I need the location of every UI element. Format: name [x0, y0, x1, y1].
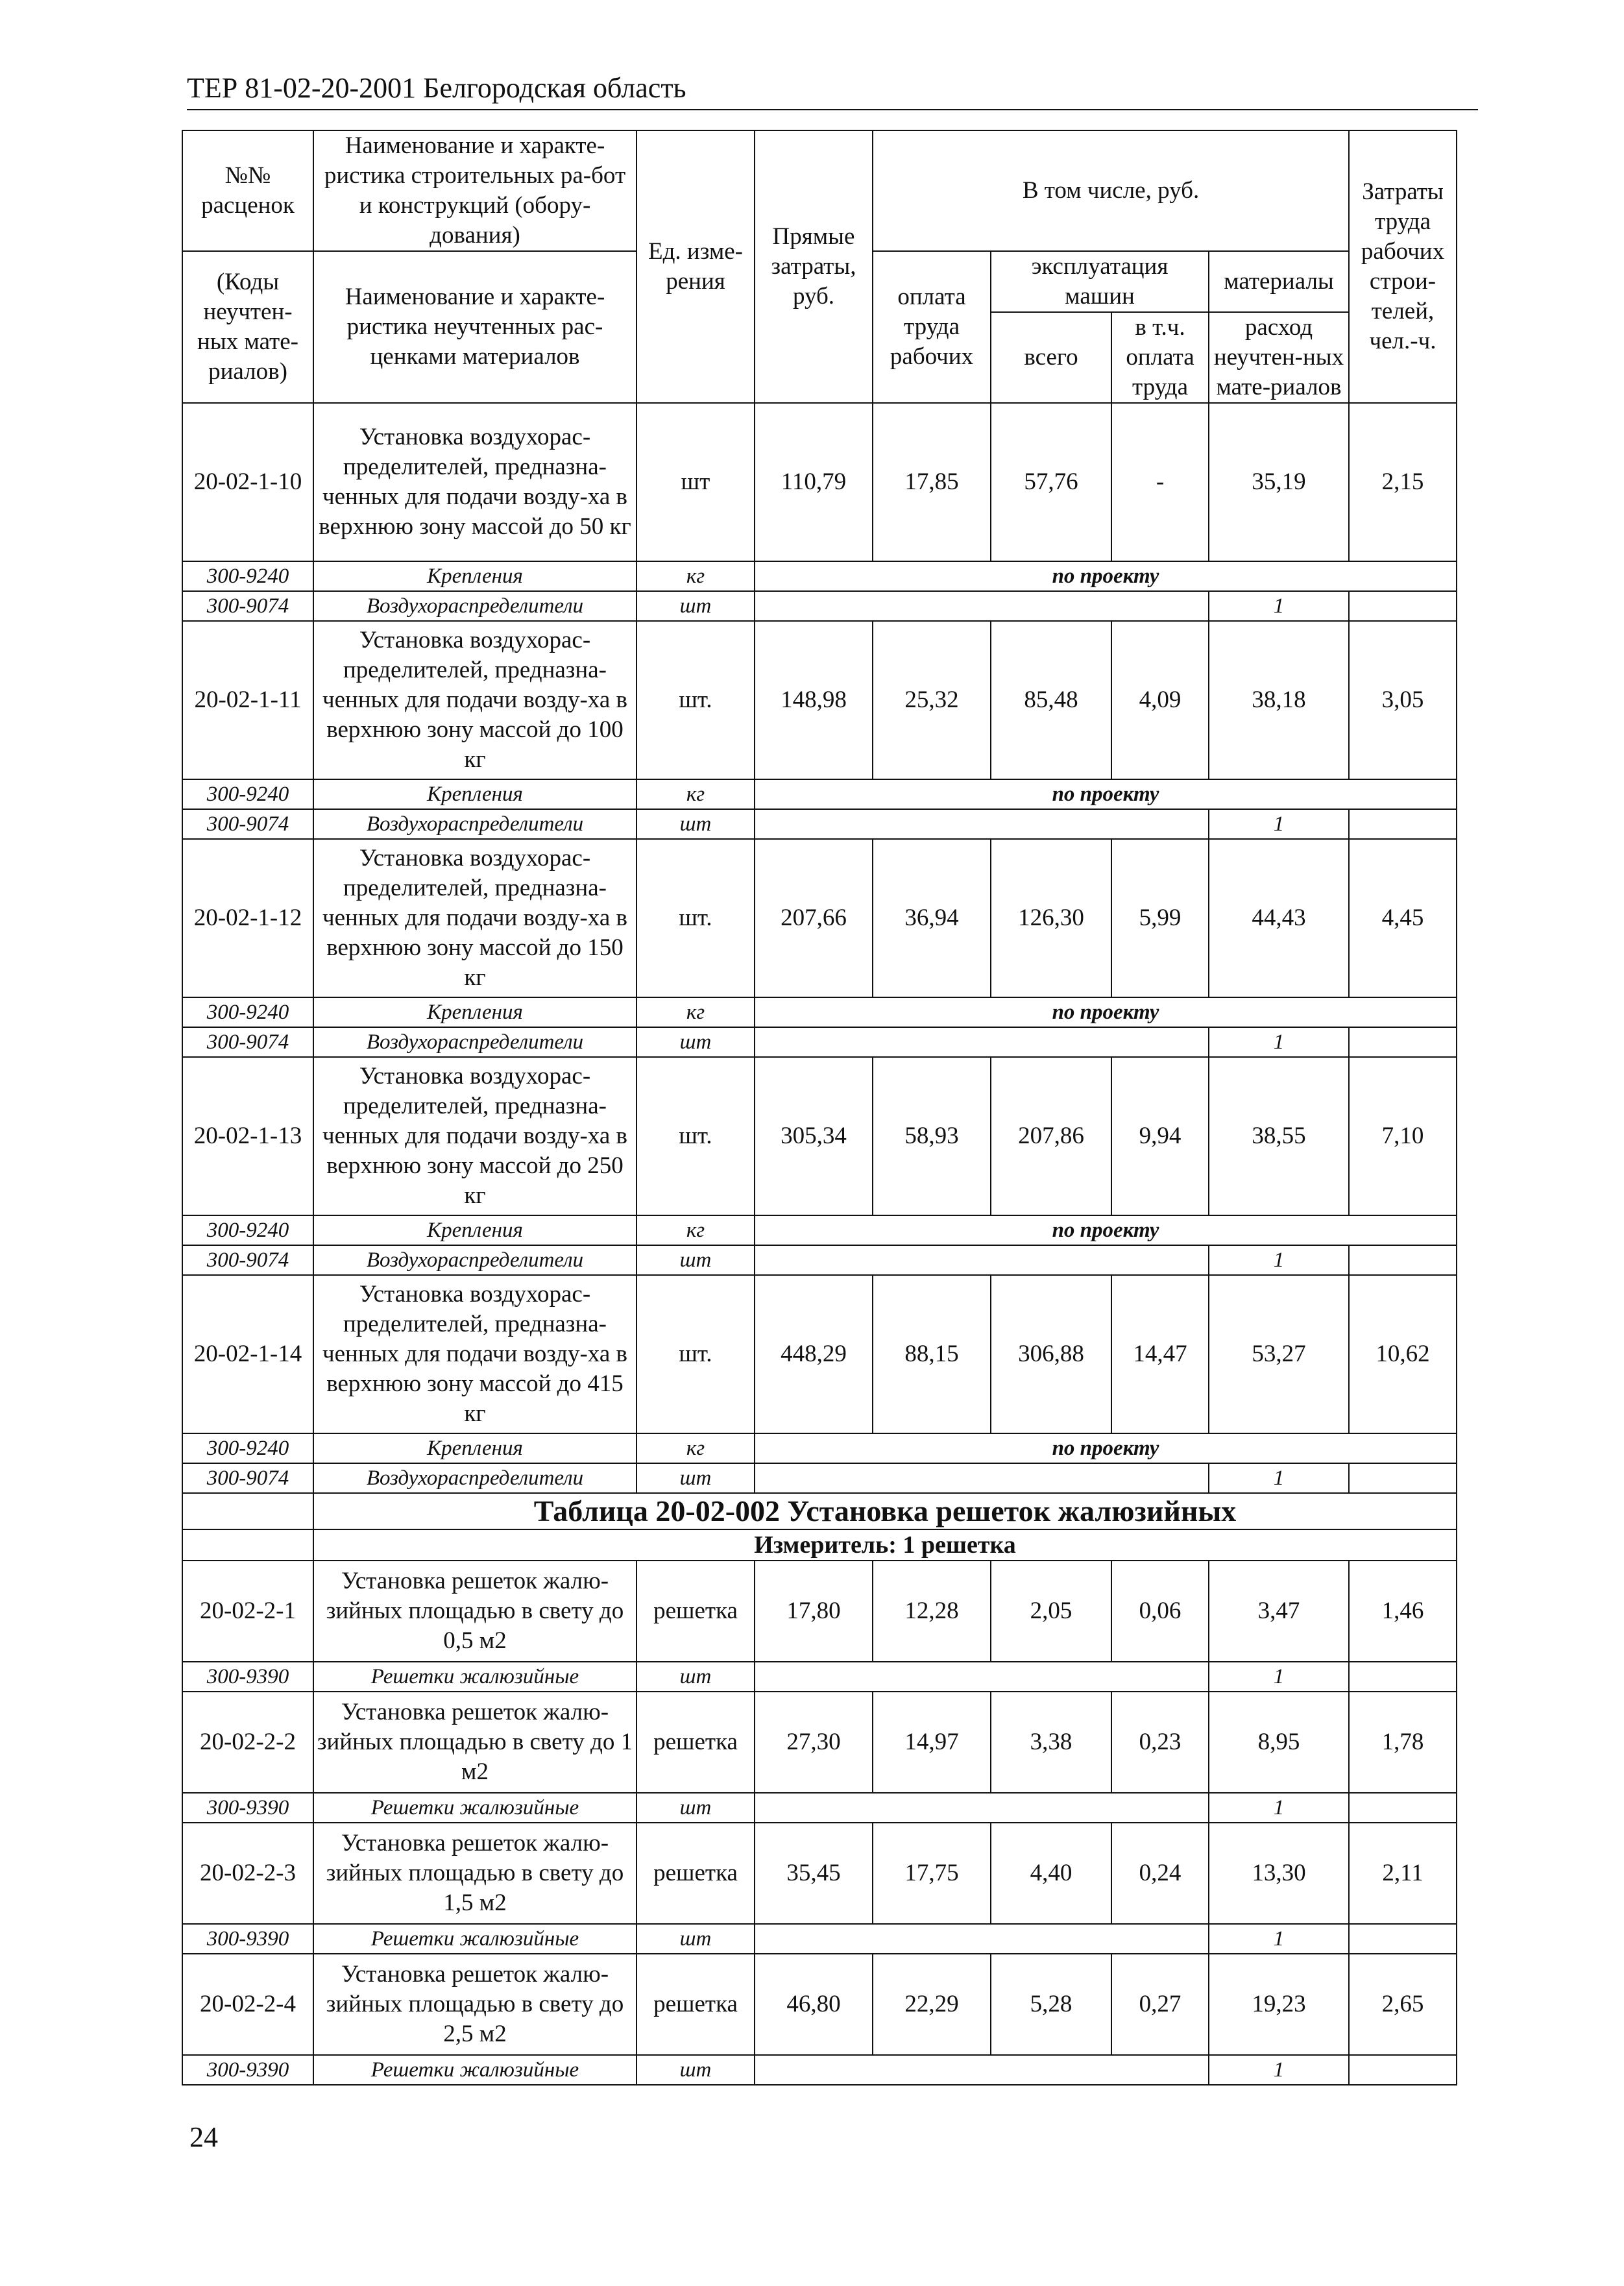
rate-machines-labor: 0,24 [1111, 1823, 1209, 1924]
empty-cell [1349, 809, 1457, 839]
rate-code: 20-02-2-3 [182, 1823, 313, 1924]
material-consumption: 1 [1209, 1793, 1349, 1823]
rate-machines-total: 2,05 [991, 1561, 1111, 1662]
rate-materials: 53,27 [1209, 1275, 1349, 1433]
rate-direct-costs: 27,30 [755, 1692, 873, 1793]
rate-materials: 44,43 [1209, 839, 1349, 997]
material-unit: кг [636, 997, 755, 1027]
rate-unit: решетка [636, 1561, 755, 1662]
header-labor-pay: оплата труда рабочих [873, 251, 991, 403]
empty-cell [1349, 1793, 1457, 1823]
material-code: 300-9240 [182, 779, 313, 809]
material-code: 300-9390 [182, 1924, 313, 1954]
header-incl: В том числе, руб. [873, 130, 1349, 251]
rate-description: Установка воздухорас-пределителей, предназна-ченных для подачи возду-ха в верхнюю зону массой до 415 кг [313, 1275, 636, 1433]
rate-description: Установка воздухорас-пределителей, предназна-ченных для подачи возду-ха в верхнюю зону массой до 50 кг [313, 403, 636, 561]
material-name: Крепления [313, 1433, 636, 1463]
empty-cell [755, 1793, 1209, 1823]
empty-cell [755, 809, 1209, 839]
rate-direct-costs: 46,80 [755, 1954, 873, 2055]
material-row [182, 1215, 1457, 1245]
material-name: Крепления [313, 779, 636, 809]
header-materials: материалы [1209, 251, 1349, 312]
material-unit: шт [636, 1245, 755, 1275]
rate-machines-labor: 14,47 [1111, 1275, 1209, 1433]
material-code: 300-9240 [182, 1433, 313, 1463]
material-code: 300-9240 [182, 561, 313, 591]
empty-cell [755, 1662, 1209, 1692]
empty-cell [182, 1529, 313, 1561]
rate-materials: 13,30 [1209, 1823, 1349, 1924]
header-rule [187, 109, 1478, 110]
rate-machines-total: 57,76 [991, 403, 1111, 561]
material-unit: кг [636, 1215, 755, 1245]
rate-direct-costs: 448,29 [755, 1275, 873, 1433]
rate-labor-pay: 58,93 [873, 1057, 991, 1215]
rate-unit: шт. [636, 839, 755, 997]
rate-labor-hours: 2,15 [1349, 403, 1457, 561]
empty-cell [1349, 591, 1457, 621]
material-code: 300-9074 [182, 809, 313, 839]
rate-labor-pay: 17,85 [873, 403, 991, 561]
material-row [182, 561, 1457, 591]
material-row [182, 1027, 1457, 1057]
page-header: ТЕР 81-02-20-2001 Белгородская область [187, 72, 686, 104]
table-row [182, 1954, 1457, 2055]
rate-unit: шт [636, 403, 755, 561]
material-code: 300-9390 [182, 2055, 313, 2085]
rate-machines-total: 85,48 [991, 621, 1111, 779]
header-materials-use: расход неучтен-ных мате-риалов [1209, 312, 1349, 403]
header-name-materials: Наименование и характе-ристика неучтенных рас-ценками материалов [313, 251, 636, 403]
rate-direct-costs: 148,98 [755, 621, 873, 779]
material-name: Крепления [313, 997, 636, 1027]
empty-cell [755, 591, 1209, 621]
rate-machines-labor: 9,94 [1111, 1057, 1209, 1215]
material-unit: кг [636, 1433, 755, 1463]
rate-labor-pay: 17,75 [873, 1823, 991, 1924]
material-row [182, 1924, 1457, 1954]
material-code: 300-9390 [182, 1793, 313, 1823]
material-name: Решетки жалюзийные [313, 2055, 636, 2085]
rate-description: Установка решеток жалю-зийных площадью в свету до 0,5 м2 [313, 1561, 636, 1662]
rate-labor-pay: 12,28 [873, 1561, 991, 1662]
rate-machines-labor: 5,99 [1111, 839, 1209, 997]
rate-machines-labor: 0,06 [1111, 1561, 1209, 1662]
rate-unit: шт. [636, 621, 755, 779]
empty-cell [1349, 1662, 1457, 1692]
material-consumption: 1 [1209, 1027, 1349, 1057]
rate-code: 20-02-2-2 [182, 1692, 313, 1793]
material-code: 300-9074 [182, 1245, 313, 1275]
material-unit: шт [636, 1793, 755, 1823]
empty-cell [755, 2055, 1209, 2085]
rate-direct-costs: 35,45 [755, 1823, 873, 1924]
header-labor-cost: Затраты труда рабочих строи-телей, чел.-ч. [1349, 130, 1457, 403]
rate-labor-hours: 2,11 [1349, 1823, 1457, 1924]
rate-materials: 38,18 [1209, 621, 1349, 779]
material-consumption: 1 [1209, 1463, 1349, 1493]
header-direct: Прямые затраты, руб. [755, 130, 873, 403]
empty-cell [1349, 1924, 1457, 1954]
rate-code: 20-02-1-13 [182, 1057, 313, 1215]
material-name: Воздухораспределители [313, 591, 636, 621]
material-code: 300-9074 [182, 1027, 313, 1057]
rate-labor-pay: 88,15 [873, 1275, 991, 1433]
material-consumption: 1 [1209, 1245, 1349, 1275]
rate-description: Установка воздухорас-пределителей, предназна-ченных для подачи возду-ха в верхнюю зону массой до 150 кг [313, 839, 636, 997]
rate-labor-hours: 10,62 [1349, 1275, 1457, 1433]
empty-cell [1349, 1027, 1457, 1057]
table-row [182, 403, 1457, 561]
material-consumption: по проекту [755, 997, 1457, 1027]
rate-machines-labor: 0,27 [1111, 1954, 1209, 2055]
material-consumption: 1 [1209, 1662, 1349, 1692]
header-unit: Ед. изме-рения [636, 130, 755, 403]
rate-labor-pay: 36,94 [873, 839, 991, 997]
table-row [182, 1823, 1457, 1924]
material-consumption: по проекту [755, 1215, 1457, 1245]
rate-machines-total: 126,30 [991, 839, 1111, 997]
rate-unit: решетка [636, 1823, 755, 1924]
material-name: Решетки жалюзийные [313, 1662, 636, 1692]
header-name: Наименование и характе-ристика строительных ра-бот и конструкций (обору-дования) [313, 130, 636, 251]
material-unit: шт [636, 1463, 755, 1493]
empty-cell [755, 1027, 1209, 1057]
material-code: 300-9074 [182, 1463, 313, 1493]
header-machines: эксплуатация машин [991, 251, 1209, 312]
rate-code: 20-02-2-1 [182, 1561, 313, 1662]
empty-cell [755, 1924, 1209, 1954]
empty-cell [755, 1463, 1209, 1493]
material-row [182, 997, 1457, 1027]
material-unit: шт [636, 2055, 755, 2085]
material-row [182, 591, 1457, 621]
rate-machines-total: 306,88 [991, 1275, 1111, 1433]
rate-code: 20-02-2-4 [182, 1954, 313, 2055]
table-row [182, 1561, 1457, 1662]
material-code: 300-9240 [182, 1215, 313, 1245]
rate-machines-total: 3,38 [991, 1692, 1111, 1793]
rate-description: Установка решеток жалю-зийных площадью в свету до 2,5 м2 [313, 1954, 636, 2055]
rate-direct-costs: 207,66 [755, 839, 873, 997]
material-row [182, 1433, 1457, 1463]
rate-labor-hours: 4,45 [1349, 839, 1457, 997]
material-code: 300-9074 [182, 591, 313, 621]
rate-labor-hours: 1,46 [1349, 1561, 1457, 1662]
rate-direct-costs: 305,34 [755, 1057, 873, 1215]
rate-unit: шт. [636, 1057, 755, 1215]
material-code: 300-9390 [182, 1662, 313, 1692]
material-code: 300-9240 [182, 997, 313, 1027]
rate-code: 20-02-1-10 [182, 403, 313, 561]
material-row [182, 1245, 1457, 1275]
rate-code: 20-02-1-12 [182, 839, 313, 997]
rate-description: Установка воздухорас-пределителей, предназна-ченных для подачи возду-ха в верхнюю зону массой до 250 кг [313, 1057, 636, 1215]
material-consumption: 1 [1209, 809, 1349, 839]
rate-labor-hours: 2,65 [1349, 1954, 1457, 2055]
material-name: Решетки жалюзийные [313, 1793, 636, 1823]
rate-code: 20-02-1-14 [182, 1275, 313, 1433]
material-name: Крепления [313, 1215, 636, 1245]
material-row [182, 779, 1457, 809]
rate-direct-costs: 17,80 [755, 1561, 873, 1662]
rate-materials: 35,19 [1209, 403, 1349, 561]
material-consumption: 1 [1209, 591, 1349, 621]
empty-cell [1349, 1245, 1457, 1275]
rate-direct-costs: 110,79 [755, 403, 873, 561]
material-row [182, 1463, 1457, 1493]
material-row [182, 809, 1457, 839]
material-name: Воздухораспределители [313, 1027, 636, 1057]
rates-table [182, 130, 1457, 2085]
rate-unit: решетка [636, 1692, 755, 1793]
rate-unit: шт. [636, 1275, 755, 1433]
material-consumption: 1 [1209, 2055, 1349, 2085]
rate-machines-total: 5,28 [991, 1954, 1111, 2055]
section-title: Таблица 20-02-002 Установка решеток жалюзийных [313, 1493, 1457, 1529]
rate-machines-labor: - [1111, 403, 1209, 561]
section-meter: Измеритель: 1 решетка [313, 1529, 1457, 1561]
header-code-materials: (Коды неучтен-ных мате-риалов) [182, 251, 313, 403]
rate-description: Установка решеток жалю-зийных площадью в свету до 1 м2 [313, 1692, 636, 1793]
material-unit: шт [636, 1924, 755, 1954]
rate-machines-labor: 4,09 [1111, 621, 1209, 779]
section-title-row [182, 1493, 1457, 1529]
empty-cell [755, 1245, 1209, 1275]
empty-cell [182, 1493, 313, 1529]
material-name: Воздухораспределители [313, 1463, 636, 1493]
header-machines-total: всего [991, 312, 1111, 403]
rate-labor-hours: 7,10 [1349, 1057, 1457, 1215]
rate-labor-pay: 22,29 [873, 1954, 991, 2055]
empty-cell [1349, 2055, 1457, 2085]
table-row [182, 621, 1457, 779]
rate-materials: 38,55 [1209, 1057, 1349, 1215]
material-unit: шт [636, 591, 755, 621]
rate-description: Установка решеток жалю-зийных площадью в свету до 1,5 м2 [313, 1823, 636, 1924]
material-name: Решетки жалюзийные [313, 1924, 636, 1954]
section-meter-row [182, 1529, 1457, 1561]
page-number: 24 [189, 2121, 218, 2153]
rate-machines-labor: 0,23 [1111, 1692, 1209, 1793]
material-name: Воздухораспределители [313, 809, 636, 839]
rate-materials: 19,23 [1209, 1954, 1349, 2055]
rate-code: 20-02-1-11 [182, 621, 313, 779]
material-unit: шт [636, 809, 755, 839]
rate-description: Установка воздухорас-пределителей, предназна-ченных для подачи возду-ха в верхнюю зону массой до 100 кг [313, 621, 636, 779]
material-name: Крепления [313, 561, 636, 591]
material-unit: шт [636, 1662, 755, 1692]
material-name: Воздухораспределители [313, 1245, 636, 1275]
header-code: №№ расценок [182, 130, 313, 251]
rate-labor-pay: 25,32 [873, 621, 991, 779]
rate-materials: 8,95 [1209, 1692, 1349, 1793]
rate-unit: решетка [636, 1954, 755, 2055]
rate-labor-hours: 3,05 [1349, 621, 1457, 779]
material-unit: кг [636, 779, 755, 809]
rate-machines-total: 207,86 [991, 1057, 1111, 1215]
material-unit: шт [636, 1027, 755, 1057]
material-unit: кг [636, 561, 755, 591]
table-row [182, 1275, 1457, 1433]
empty-cell [1349, 1463, 1457, 1493]
table-row [182, 1057, 1457, 1215]
material-consumption: по проекту [755, 561, 1457, 591]
material-row [182, 2055, 1457, 2085]
rate-labor-hours: 1,78 [1349, 1692, 1457, 1793]
material-row [182, 1662, 1457, 1692]
table-row [182, 839, 1457, 997]
material-consumption: по проекту [755, 1433, 1457, 1463]
table-row [182, 1692, 1457, 1793]
rate-materials: 3,47 [1209, 1561, 1349, 1662]
material-row [182, 1793, 1457, 1823]
rate-labor-pay: 14,97 [873, 1692, 991, 1793]
material-consumption: 1 [1209, 1924, 1349, 1954]
header-machines-labor: в т.ч. оплата труда [1111, 312, 1209, 403]
rate-machines-total: 4,40 [991, 1823, 1111, 1924]
material-consumption: по проекту [755, 779, 1457, 809]
